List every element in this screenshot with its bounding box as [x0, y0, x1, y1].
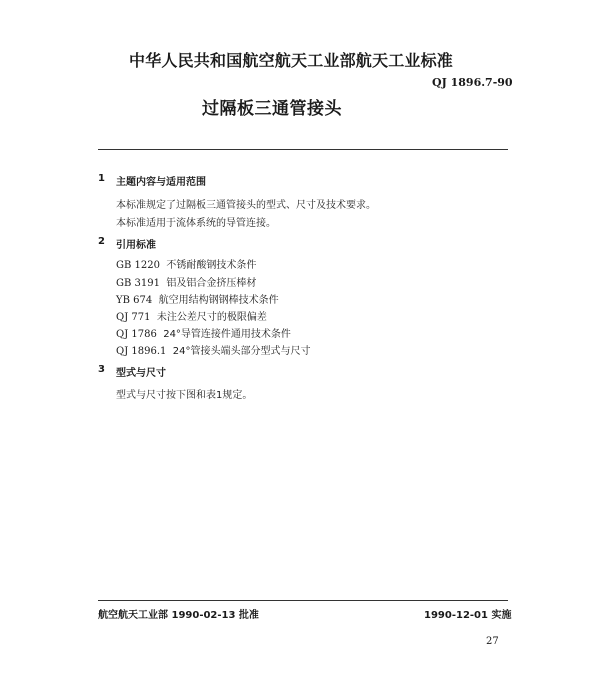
- standard-code: QJ 1896.7-90: [432, 76, 513, 89]
- section-number: 1: [98, 173, 105, 184]
- reference-item: [116, 274, 256, 289]
- section-3-heading: [98, 364, 298, 378]
- section-2-heading: [98, 236, 298, 250]
- reference-item: [116, 308, 267, 323]
- section-title: 引用标准: [116, 240, 156, 251]
- reference-desc: 铝及铝合金挤压棒材: [166, 278, 257, 289]
- header-divider: [98, 149, 508, 150]
- section-number: 3: [98, 364, 105, 375]
- implementation-date: 1990-12-01 实施: [424, 610, 512, 621]
- reference-item: [116, 342, 310, 357]
- section-number: 2: [98, 236, 105, 247]
- section-1-heading: [98, 173, 298, 187]
- reference-desc: 24°导管连接件通用技术条件: [163, 329, 291, 340]
- document-title: 过隔板三通管接头: [202, 99, 342, 119]
- section-1-paragraph-1: 本标准规定了过隔板三通管接头的型式、尺寸及技术要求。: [116, 200, 376, 211]
- issuing-organization: 中华人民共和国航空航天工业部航天工业标准: [129, 51, 454, 70]
- footer-divider: [98, 600, 508, 601]
- reference-item: [116, 325, 291, 340]
- reference-id: GB 1220: [116, 260, 160, 271]
- approval-statement: 航空航天工业部 1990-02-13 批准: [98, 610, 259, 621]
- reference-id: QJ 1786: [116, 329, 157, 340]
- section-1-paragraph-2: 本标准适用于流体系统的导管连接。: [116, 218, 276, 229]
- reference-item: [116, 256, 256, 271]
- section-title: 主题内容与适用范围: [116, 177, 206, 188]
- reference-item: [116, 291, 279, 306]
- reference-id: YB 674: [116, 295, 153, 306]
- section-3-paragraph-1: 型式与尺寸按下图和表1规定。: [116, 390, 253, 401]
- reference-id: QJ 1896.1: [116, 346, 167, 357]
- reference-desc: 航空用结构钢钢棒技术条件: [158, 295, 279, 306]
- reference-id: QJ 771: [116, 312, 151, 323]
- page-number: 27: [486, 636, 499, 647]
- reference-desc: 24°管接头端头部分型式与尺寸: [172, 346, 311, 357]
- reference-desc: 未注公差尺寸的极限偏差: [156, 312, 267, 323]
- section-title: 型式与尺寸: [116, 368, 166, 379]
- reference-id: GB 3191: [116, 278, 160, 289]
- reference-desc: 不锈耐酸钢技术条件: [166, 260, 257, 271]
